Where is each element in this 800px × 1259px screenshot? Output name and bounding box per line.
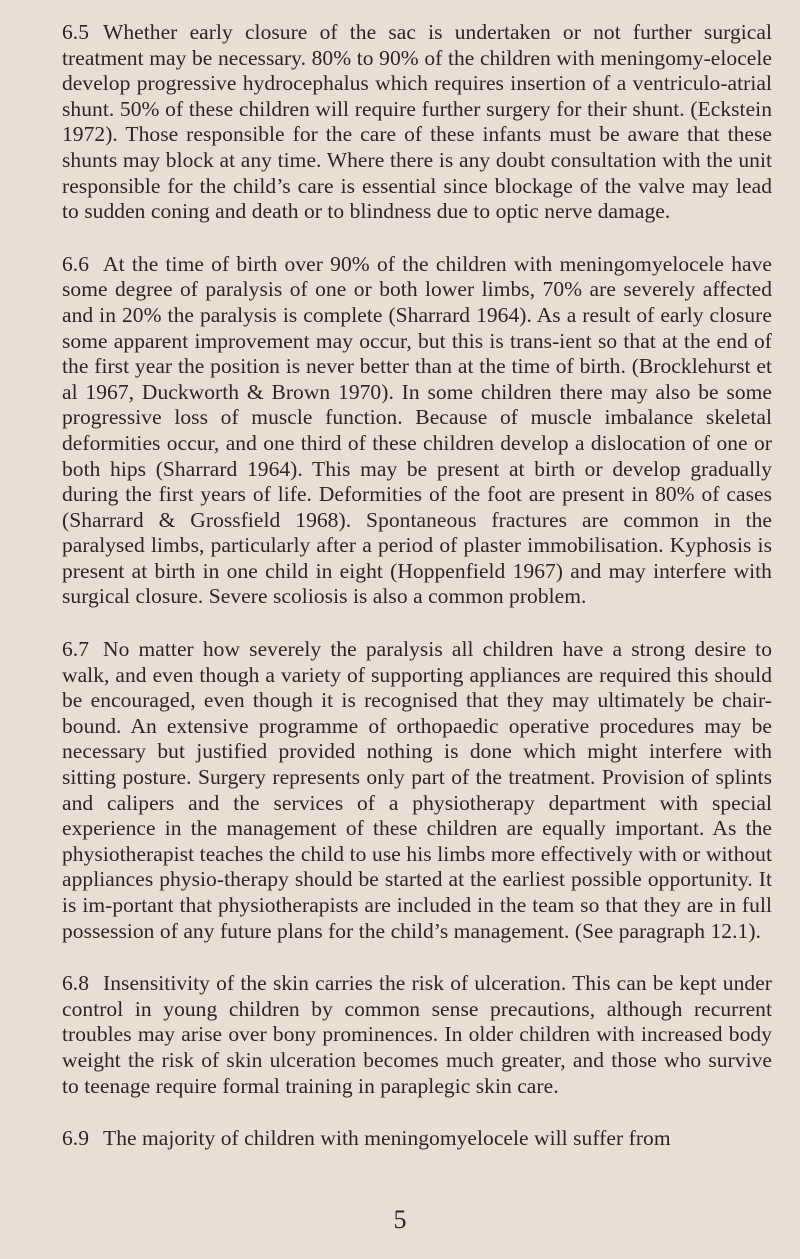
paragraph-6-8: [62, 971, 772, 1099]
paragraph-number: 6.5: [62, 20, 90, 44]
paragraph-6-7: [62, 637, 772, 944]
paragraph-text: At the time of birth over 90% of the children with meningomyelocele have some degree of paralysis of one or both lower limbs, 70% are severely affected and in 20% the paralysis is complete (Sharrard 1964). As a result of early closure some apparent improvement may occur, but this is trans-ient so that at the end of the first year the position is never better than at the time of birth. (Brocklehurst et al 1967, Duckworth & Brown 1970). In some children there may also be some progressive loss of muscle function. Because of muscle imbalance skeletal deformities occur, and one third of these children develop a dislocation of one or both hips (Sharrard 1964). This may be present at birth or develop gradually during the first years of life. Deformities of the foot are present in 80% of cases (Sharrard & Grossfield 1968). Spontaneous fractures are common in the paralysed limbs, particularly after a period of plaster immobilisation. Kyphosis is present at birth in one child in eight (Hoppenfield 1967) and may interfere with surgical closure. Severe scoliosis is also a common problem.: [62, 251, 772, 609]
paragraph-6-9: [62, 1126, 772, 1152]
paragraph-6-5: [62, 20, 772, 225]
paragraph-number: 6.6: [62, 251, 90, 276]
paragraph-number: 6.9: [62, 1126, 90, 1151]
paragraph-text: Insensitivity of the skin carries the risk of ulceration. This can be kept under control in young children by common sense precautions, although recurrent troubles may arise over bony prominences. In older children with increased body weight the risk of skin ulceration becomes much greater, and those who survive to teenage require formal training in paraplegic skin care.: [62, 971, 772, 1098]
page-number: 5: [393, 1205, 407, 1234]
paragraph-text: No matter how severely the paralysis all children have a strong desire to walk, and even though a variety of supporting appliances are required this should be encouraged, even though it is recognised that they may ultimately be chair-bound. An extensive programme of orthopaedic operative procedures may be necessary but justified provided nothing is done which might interfere with sitting posture. Surgery represents only part of the treatment. Provision of splints and calipers and the services of a physiotherapy department with special experience in the management of these children are equally important. As the physiotherapist teaches the child to use his limbs more effectively with or without appliances physio-therapy should be started at the earliest possible opportunity. It is im-portant that physiotherapists are included in the team so that they are in full possession of any future plans for the child’s management. (See paragraph 12.1).: [62, 637, 772, 943]
paragraph-6-6: [62, 252, 772, 610]
paragraph-text: Whether early closure of the sac is undertaken or not further surgical treatment may be necessary. 80% to 90% of the children with meningomy-elocele develop progressive hydrocephalus which requires insertion of a ventriculo-atrial shunt. 50% of these children will require further surgery for their shunt. (Eckstein 1972). Those responsible for the care of these infants must be aware that these shunts may block at any time. Where there is any doubt consultation with the unit responsible for the child’s care is essential since blockage of the valve may lead to sudden coning and death or to blindness due to optic nerve damage.: [62, 20, 772, 224]
paragraph-number: 6.7: [62, 637, 90, 662]
paragraph-number: 6.8: [62, 971, 90, 996]
paragraph-text: The majority of children with meningomyelocele will suffer from: [103, 1126, 671, 1151]
